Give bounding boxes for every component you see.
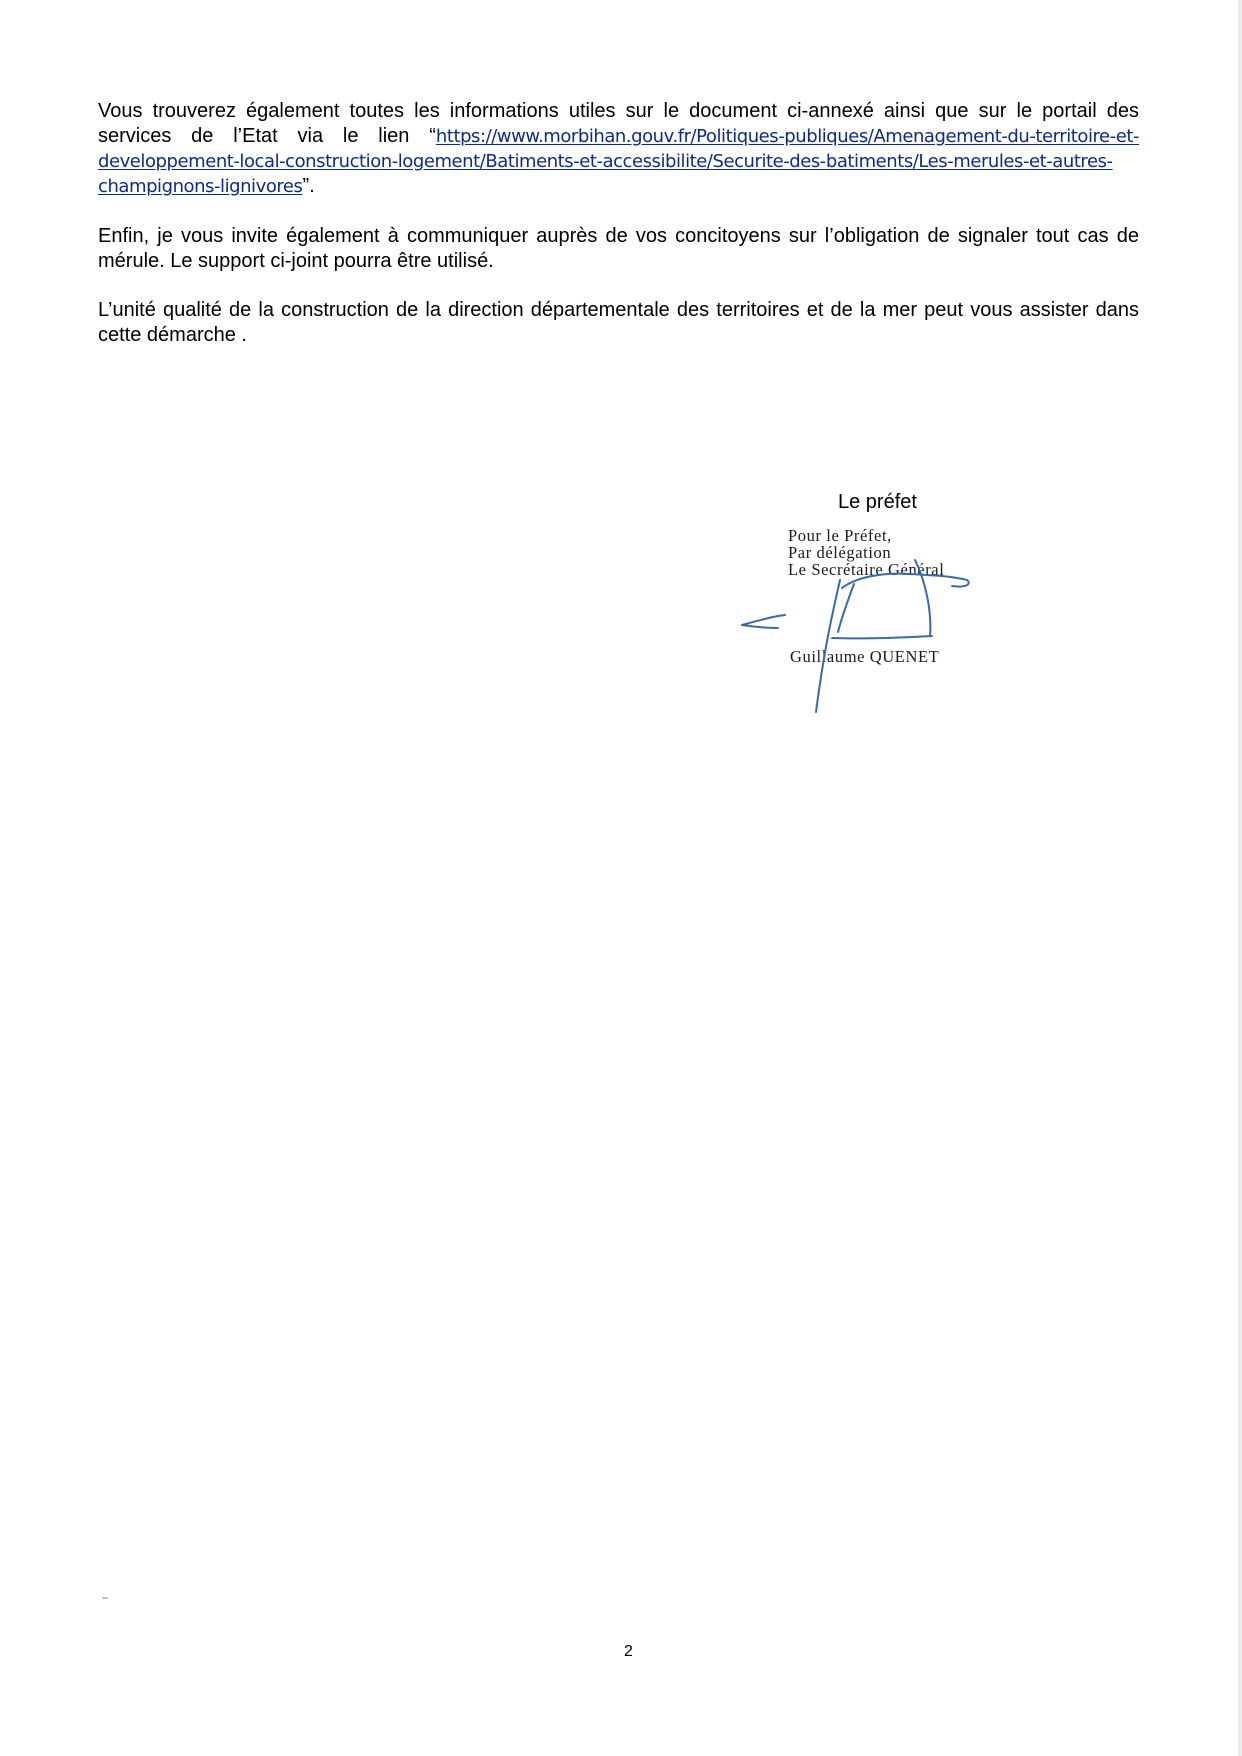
stamp-line-pour-le-prefet: Pour le Préfet, <box>788 526 892 545</box>
morbihan-gouv-link[interactable]: https://www.morbihan.gouv.fr/Politiques-publiques/Amenagement-du-territoire-et-developpement-local-construction-logement/Batiments-et-accessibilite/Securite-des-batiments/Les-merules-et-autres-champignons-lignivores <box>98 126 1139 197</box>
paragraph-information-lead: Vous trouverez également toutes les informations utiles sur le document ci-annexé ainsi que sur le portail des services de l’Etat via le lien “ <box>98 100 1139 147</box>
paragraph-assistance: L’unité qualité de la construction de la direction départementale des territoires et de la mer peut vous assister dans cette démarche . <box>98 299 1139 346</box>
signature-stroke-vertical <box>816 580 840 712</box>
signature-stroke-right-arc <box>915 560 930 636</box>
signature-stroke-top-loop <box>842 574 969 588</box>
paragraph-information <box>98 99 1139 199</box>
page-edge <box>1238 0 1242 1756</box>
signatory-name: Guillaume QUENET <box>790 647 940 666</box>
handwritten-signature <box>730 540 1010 720</box>
signature-stroke-inner <box>838 584 854 632</box>
page-number: 2 <box>624 1643 633 1660</box>
paragraph-communication: Enfin, je vous invite également à communiquer auprès de vos concitoyens sur l’obligation de signaler tout cas de mérule. Le support ci-joint pourra être utilisé. <box>98 225 1139 272</box>
paragraph-information-tail: ”. <box>302 175 315 197</box>
signature-stroke-left-mark <box>742 615 785 628</box>
scan-speck <box>102 1597 108 1599</box>
stamp-line-secretaire: Le Secrétaire Général <box>788 560 945 579</box>
stamp-line-delegation: Par délégation <box>788 543 892 562</box>
signature-stroke-base <box>832 636 932 638</box>
prefect-title: Le préfet <box>838 491 917 513</box>
